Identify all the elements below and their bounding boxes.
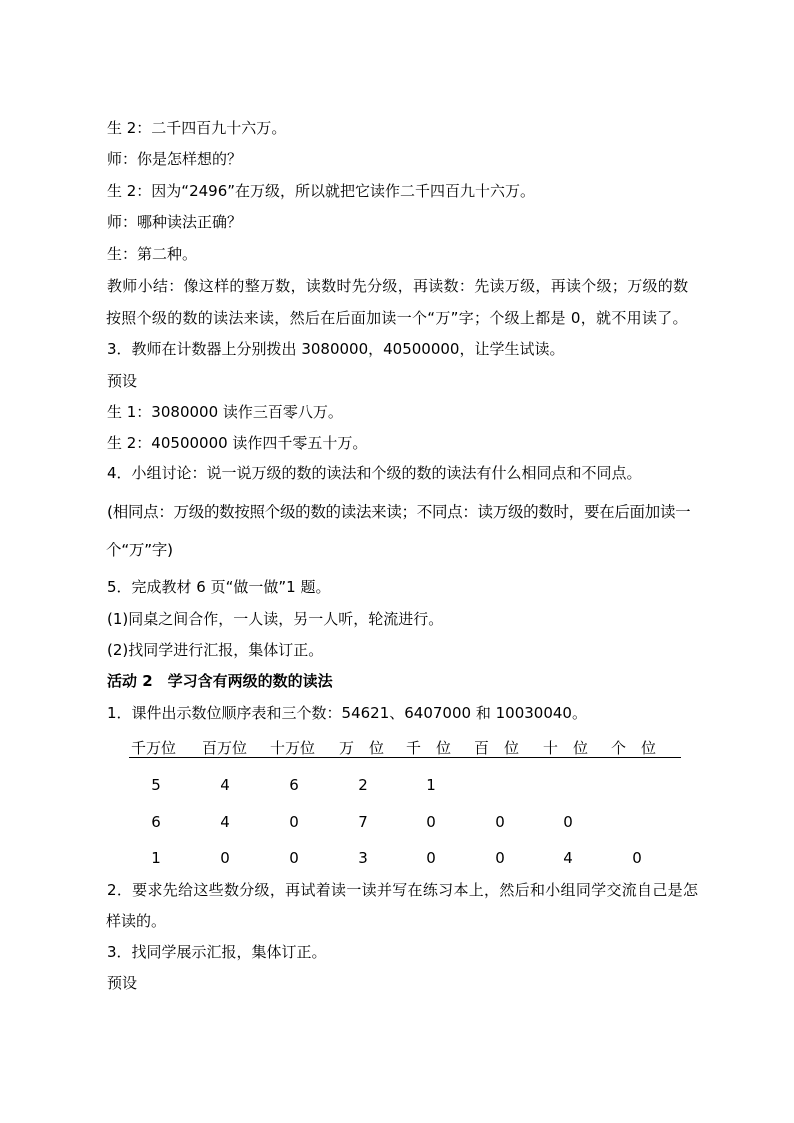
activity-2-step-1: 1．课件出示数位顺序表和三个数：54621、6407000 和 10030040。: [107, 704, 587, 722]
table-cell: 3: [358, 849, 368, 867]
table-cell: 4: [220, 776, 230, 794]
table-header-tens: 十 位: [543, 739, 589, 757]
activity-2-heading: 活动 2 学习含有两级的数的读法: [107, 672, 333, 690]
teacher-summary-line-2: 按照个级的数的读法来读，然后在后面加读一个“万”字；个级上都是 0，就不用读了。: [106, 309, 688, 327]
table-cell: 0: [495, 849, 505, 867]
student1-reading: 生 1：3080000 读作三百零八万。: [107, 403, 343, 421]
activity-2-step-2-line-2: 样读的。: [106, 912, 167, 930]
teacher-summary-line-1: 教师小结：像这样的整万数，读数时先分级，再读数：先读万级，再读个级；万级的数: [107, 277, 689, 295]
table-cell: 0: [563, 813, 573, 831]
table-header-thousands: 千 位: [406, 739, 452, 757]
table-header-hundred-thousands: 十万位: [270, 739, 316, 757]
preset-label-1: 预设: [107, 372, 138, 390]
step-4-group-discussion: 4．小组讨论：说一说万级的数的读法和个级的数的读法有什么相同点和不同点。: [107, 464, 642, 482]
activity-2-step-2-line-1: 2．要求先给这些数分级，再试着读一读并写在练习本上，然后和小组同学交流自己是怎: [107, 881, 699, 899]
table-cell: 1: [426, 776, 436, 794]
table-header-ten-millions: 千万位: [131, 739, 177, 757]
table-cell: 4: [220, 813, 230, 831]
table-cell: 2: [358, 776, 368, 794]
table-cell: 0: [426, 813, 436, 831]
preset-label-2: 预设: [107, 974, 138, 992]
discussion-answer-line-2: 个“万”字): [106, 541, 173, 559]
step-3-counter: 3．教师在计数器上分别拨出 3080000，40500000，让学生试读。: [107, 340, 565, 358]
table-header-millions: 百万位: [202, 739, 248, 757]
table-cell: 0: [632, 849, 642, 867]
table-cell: 7: [358, 813, 368, 831]
discussion-answer-line-1: (相同点：万级的数按照个级的数的读法来读；不同点：读万级的数时，要在后面加读一: [107, 503, 691, 521]
student2-reading: 生 2：40500000 读作四千零五十万。: [107, 434, 368, 452]
table-cell: 6: [289, 776, 299, 794]
dialogue-line-student-second: 生：第二种。: [107, 245, 198, 263]
table-cell: 0: [426, 849, 436, 867]
activity-2-step-3: 3．找同学展示汇报，集体订正。: [107, 943, 327, 961]
dialogue-line-student2-reason: 生 2：因为“2496”在万级，所以就把它读作二千四百九十六万。: [107, 182, 536, 200]
step-5-textbook: 5．完成教材 6 页“做一做”1 题。: [107, 578, 331, 596]
table-cell: 0: [220, 849, 230, 867]
table-cell: 4: [563, 849, 573, 867]
table-cell: 6: [151, 813, 161, 831]
table-cell: 1: [151, 849, 161, 867]
table-cell: 0: [289, 849, 299, 867]
table-cell: 0: [289, 813, 299, 831]
table-header-ten-thousands: 万 位: [339, 739, 385, 757]
substep-1: (1)同桌之间合作，一人读，另一人听，轮流进行。: [107, 610, 444, 628]
table-header-rule: [129, 757, 681, 758]
table-cell: 5: [151, 776, 161, 794]
table-cell: 0: [495, 813, 505, 831]
dialogue-line-teacher-which: 师：哪种读法正确？: [107, 213, 243, 231]
table-header-ones: 个 位: [611, 739, 657, 757]
table-header-hundreds: 百 位: [474, 739, 520, 757]
dialogue-line-teacher-question: 师：你是怎样想的？: [107, 150, 243, 168]
substep-2: (2)找同学进行汇报，集体订正。: [107, 641, 324, 659]
dialogue-line-student2-answer: 生 2：二千四百九十六万。: [107, 119, 287, 137]
